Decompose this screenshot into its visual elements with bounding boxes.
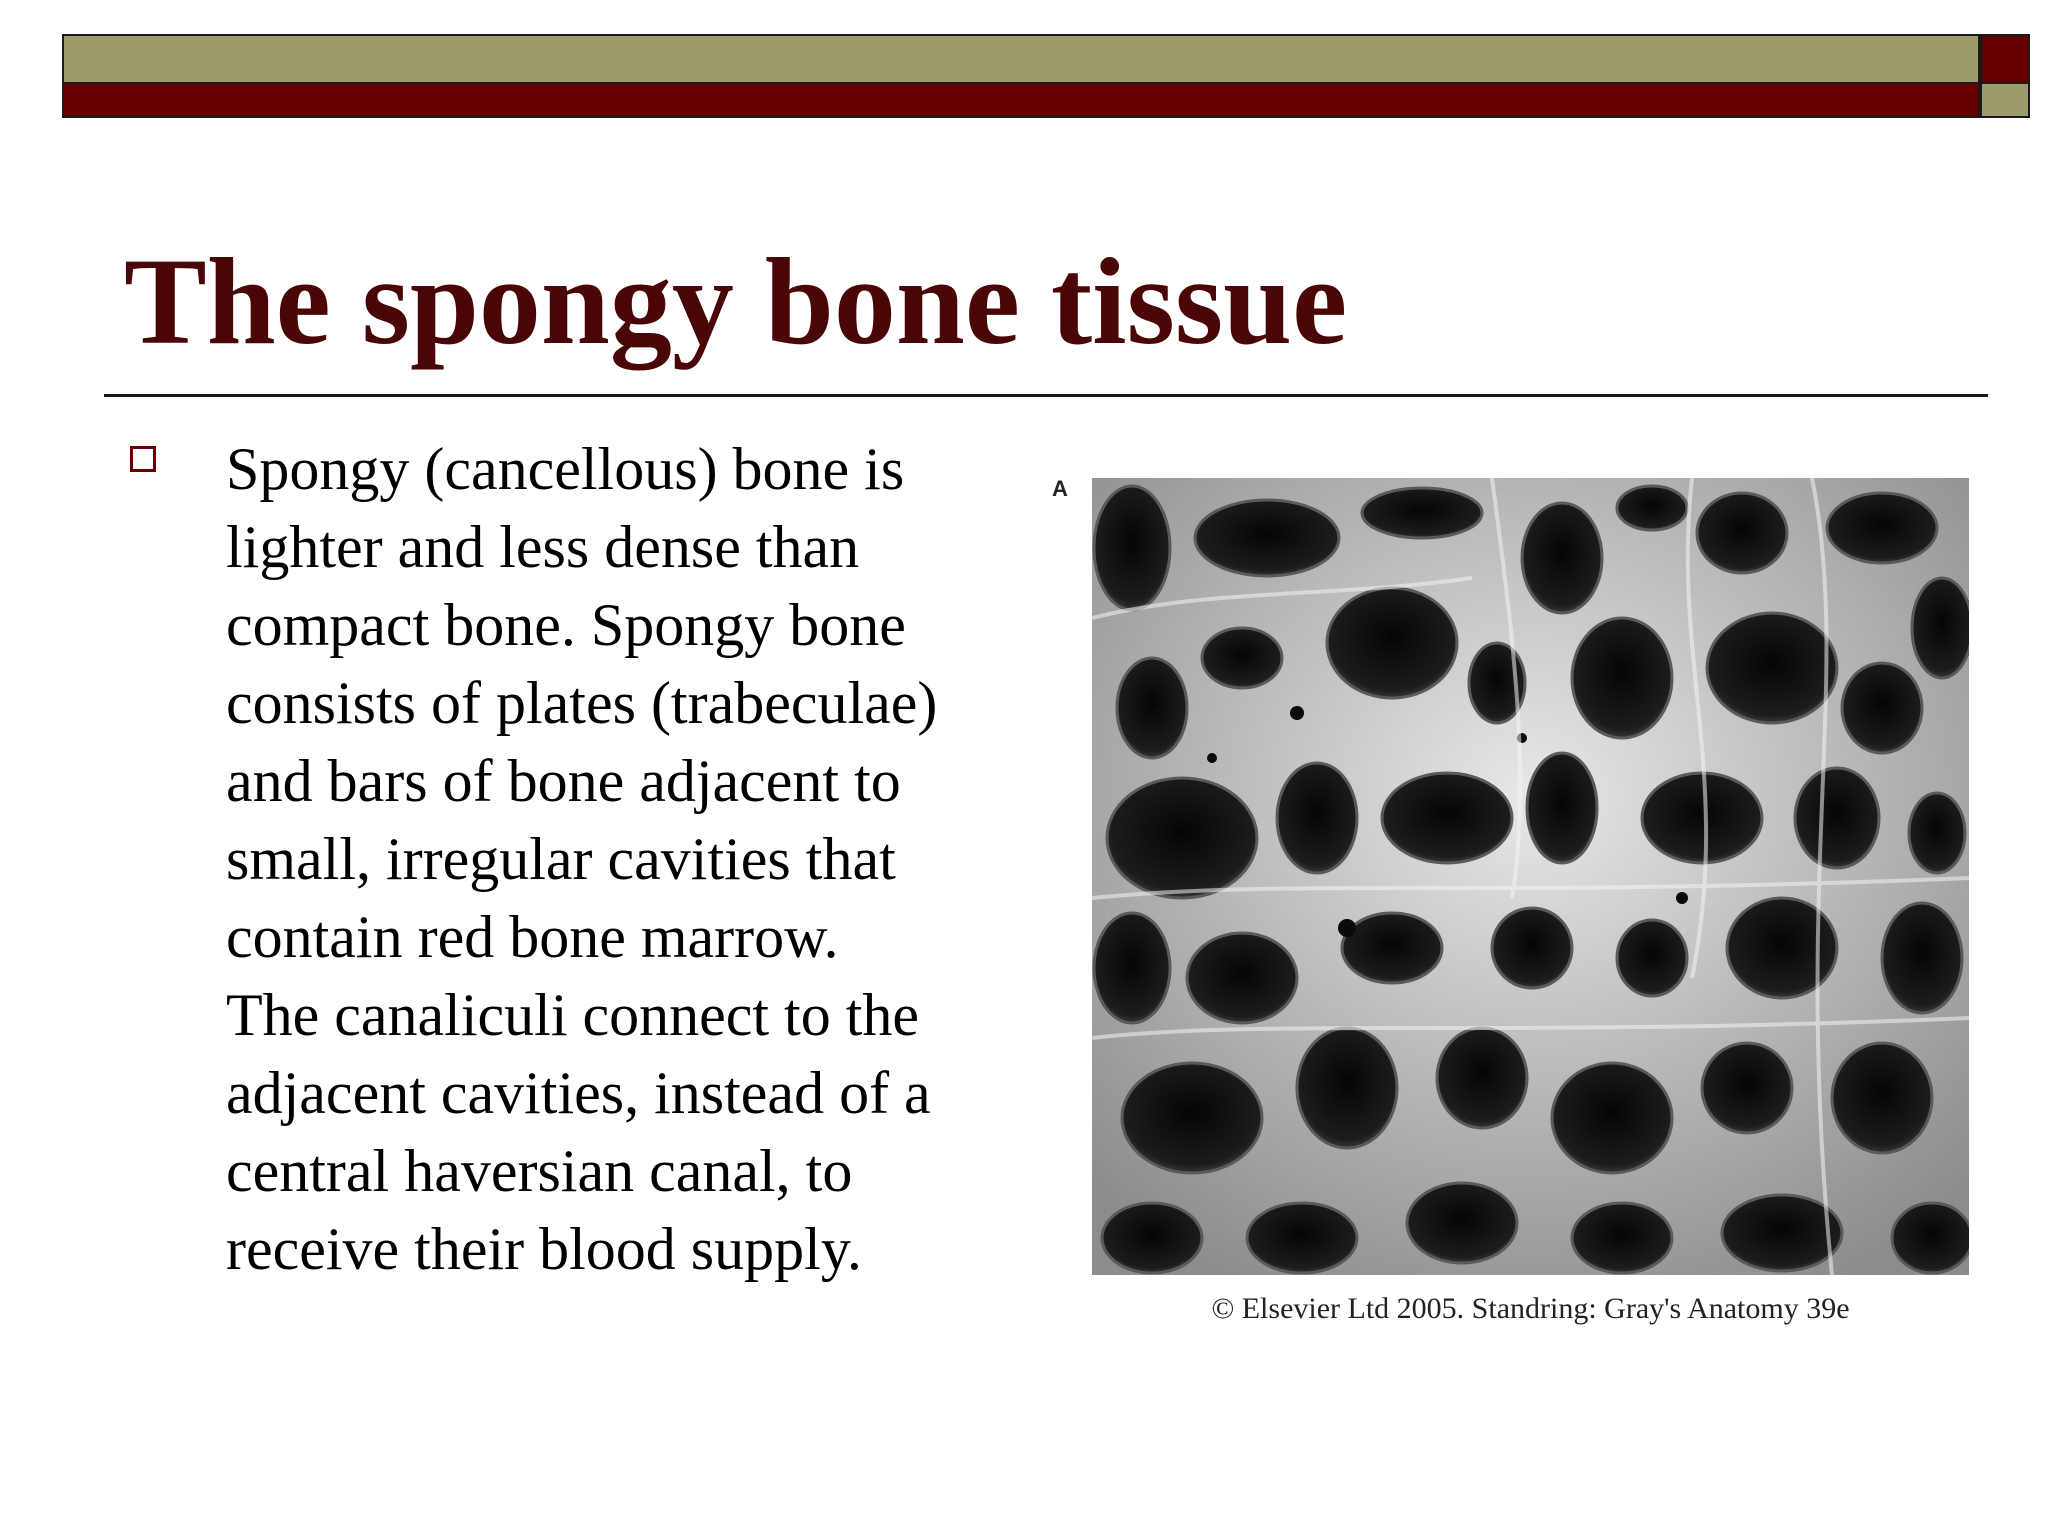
- bullet-square-icon: [130, 446, 156, 472]
- bullet-text-line: central haversian canal, to: [226, 1138, 853, 1204]
- bullet-text-line: and bars of bone adjacent to: [226, 748, 901, 814]
- bullet-text-line: Spongy (cancellous) bone is: [226, 436, 905, 502]
- micrograph-illustration: [1092, 478, 1969, 1275]
- slide-title: The spongy bone tissue: [124, 233, 1348, 370]
- bullet-text-line: consists of plates (trabeculae): [226, 670, 938, 736]
- spongy-bone-micrograph: [1092, 478, 1969, 1275]
- bullet-text-line: adjacent cavities, instead of a: [226, 1060, 931, 1126]
- header-corner-olive: [1980, 84, 2030, 118]
- figure-caption: © Elsevier Ltd 2005. Standring: Gray's Anatomy 39e: [1211, 1292, 1850, 1325]
- bullet-text-line: contain red bone marrow.: [226, 904, 839, 970]
- bullet-text: [226, 430, 1046, 1288]
- bullet-text-line: receive their blood supply.: [226, 1216, 862, 1282]
- bullet-text-line: The canaliculi connect to the: [226, 982, 920, 1048]
- bullet-text-line: compact bone. Spongy bone: [226, 592, 906, 658]
- bullet-text-line: lighter and less dense than: [226, 514, 860, 580]
- header-bar-red: [62, 84, 1980, 118]
- header-corner-red: [1980, 34, 2030, 84]
- header-bar-olive: [62, 34, 1980, 84]
- figure-label: A: [1052, 476, 1068, 501]
- title-divider: [104, 394, 1988, 397]
- bullet-text-line: small, irregular cavities that: [226, 826, 896, 892]
